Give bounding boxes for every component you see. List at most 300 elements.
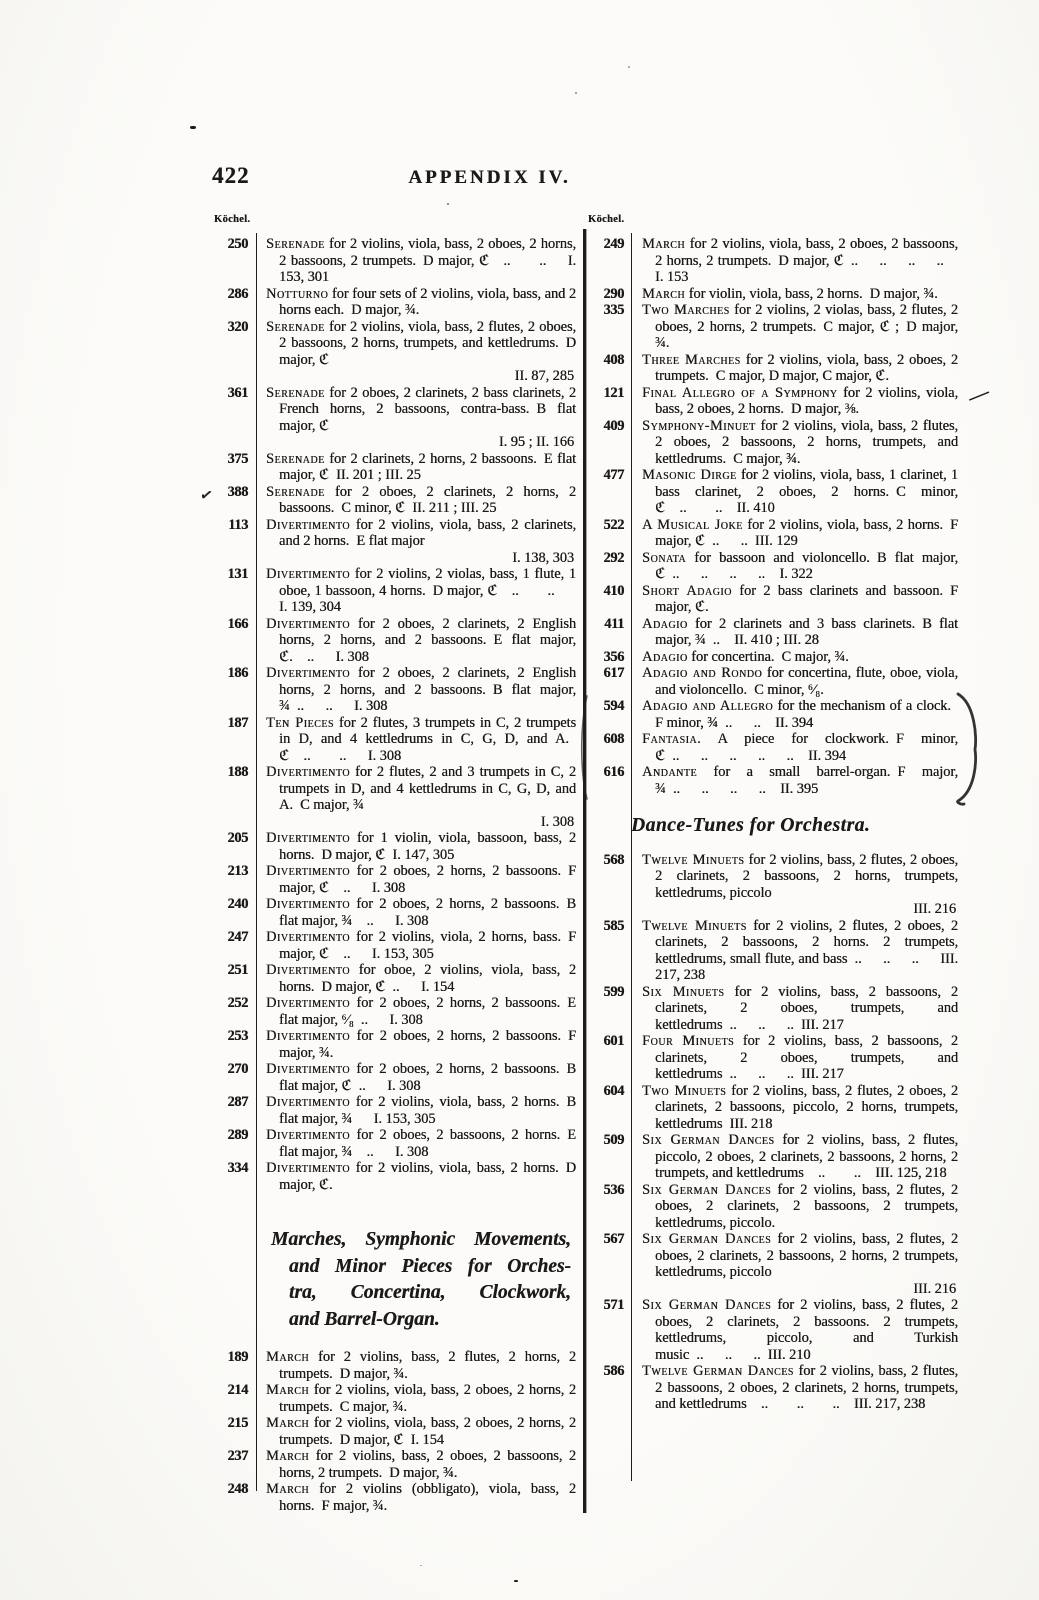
catalog-entry [587, 1182, 959, 1232]
work-description: for oboe, 2 violins, viola, bass, 2 horns. D major, ℭ .. I. 154 [279, 962, 576, 995]
work-description: for 2 flutes, 3 trumpets in C, 2 trumpets in D, and 4 kettledrums in C, G, D, and A. ℭ .. .. I. 308 [279, 714, 577, 764]
scan-speck [420, 1565, 422, 1566]
catalog-entry [211, 1415, 577, 1448]
catalog-entry [211, 830, 577, 863]
work-title: Six German Dances [642, 1297, 772, 1313]
koechel-number: 292 [603, 549, 624, 566]
koechel-number: 567 [603, 1231, 624, 1247]
work-title: Sonata [642, 549, 687, 566]
koechel-number: 248 [227, 1481, 248, 1497]
work-description: for 2 violins, bass, 2 flutes, 2 horns, 2 trumpets. D major, ¾. [279, 1349, 576, 1382]
volume-page-reference: I. 95 ; II. 166 [498, 434, 574, 450]
work-description: for 2 violins, viola, bass, 2 horns. D major, ℭ. [279, 1160, 576, 1193]
koechel-number: 509 [603, 1132, 624, 1148]
work-title: Twelve German Dances [642, 1363, 794, 1379]
work-description: for a small barrel-organ. F major, ¾ .. .. .. .. II. 395 [655, 764, 958, 797]
entry-text [633, 583, 959, 616]
scan-speck [190, 126, 196, 129]
volume-page-reference: I. 308 [540, 813, 574, 830]
work-description: for 2 violins, 2 violas, bass, 2 flutes, 2 oboes, 2 horns, 2 trumpets. C major, ℭ ; D major, ¾. [655, 302, 958, 351]
catalog-entry [211, 929, 577, 962]
work-title: Twelve Minuets [642, 851, 745, 868]
work-description: for 2 oboes, 2 clarinets, 2 English horns, 2 horns, and 2 bassoons. E flat major, ℭ. .. I. 308 [279, 615, 576, 665]
work-title: Two Marches [642, 302, 730, 318]
koechel-number: 252 [227, 995, 248, 1011]
catalog-entry [587, 764, 959, 797]
koechel-number: 410 [603, 582, 624, 599]
work-title: Divertimento [266, 665, 350, 681]
koechel-column-label-left: Köchel. [214, 214, 251, 225]
catalog-entry [211, 1061, 577, 1094]
work-description: for bassoon and violoncello. B flat major, ℭ .. .. .. .. I. 322 [655, 549, 958, 582]
koechel-number: 287 [227, 1094, 248, 1110]
koechel-number: 166 [227, 615, 248, 632]
entry-text [257, 1127, 577, 1160]
right-entry-list [587, 236, 993, 797]
left-column [198, 236, 577, 1514]
entry-text [257, 1382, 577, 1415]
koechel-number: 388 [227, 483, 248, 500]
work-description: for 2 oboes, 2 horns, 2 bassoons. B flat major, ℭ .. I. 308 [279, 1061, 576, 1094]
catalog-entry [211, 1448, 577, 1481]
work-description: for 2 violins, viola, bass, 2 horns. F major, ℭ .. .. III. 129 [655, 516, 958, 549]
catalog-entry [587, 984, 959, 1034]
koechel-number: 215 [227, 1415, 248, 1431]
entry-text [633, 1182, 959, 1232]
entry-text [257, 995, 577, 1028]
work-description: for 2 violins, viola, bass, 2 flutes, 2 oboes, 2 bassoons, 2 horns, trumpets, and kettledrums. C major, ¾. [655, 417, 958, 467]
catalog-entry [587, 852, 959, 918]
catalog-entry [211, 616, 577, 666]
catalog-entry [211, 236, 577, 286]
work-description: for 2 violins, bass, 2 flutes, 2 oboes, 2 clarinets, 2 bassoons. 2 trumpets, kettledrums, piccolo, and Turkish music .. .. .. III. 210 [655, 1297, 958, 1363]
catalog-entry [198, 483, 577, 517]
work-description: for 2 bass clarinets and bassoon. F major, ℭ. [655, 582, 958, 615]
check-pen-annotation: ✓ [198, 486, 215, 505]
work-description: for 2 violins, viola, bass, 2 oboes, 2 bassoons, 2 horns, 2 trumpets. D major, ℭ .. .. .. .. I. 153 [655, 236, 958, 285]
entry-text [633, 1297, 959, 1363]
koechel-number: 121 [603, 384, 624, 401]
koechel-number: 586 [603, 1363, 624, 1379]
entry-text [633, 1363, 959, 1413]
koechel-number: 286 [227, 285, 248, 302]
koechel-number: 189 [227, 1349, 248, 1365]
entry-text [633, 764, 959, 797]
work-description: for four sets of 2 violins, viola, bass, and 2 horns each. D major, ¾. [279, 285, 576, 318]
koechel-number: 240 [227, 896, 248, 912]
catalog-entry [211, 715, 577, 765]
work-description: for 2 violins, viola, bass, 2 flutes, 2 oboes, 2 bassoons, 2 horns, trumpets, and kettledrums. D major, ℭ [279, 318, 576, 368]
entry-text [633, 550, 959, 583]
work-title: Serenade [266, 450, 325, 467]
koechel-number: 188 [227, 764, 248, 780]
work-description: for 2 violins, viola, bass, 2 horns. B flat major, ¾ I. 153, 305 [279, 1094, 576, 1127]
work-title: Two Minuets [642, 1082, 727, 1099]
entry-text [257, 715, 577, 765]
koechel-number: 594 [603, 698, 624, 714]
koechel-column-label-right: Köchel. [588, 214, 625, 225]
work-title: Divertimento [266, 1061, 350, 1077]
work-description: for 2 flutes, 2 and 3 trumpets in C, 2 trumpets in D, and 4 kettledrums in C, G, D, and A. C major, ¾ [279, 764, 576, 813]
work-title: Adagio [642, 615, 688, 632]
koechel-number: 290 [603, 285, 624, 302]
work-title: Six German Dances [642, 1181, 772, 1198]
catalog-entry [211, 995, 577, 1028]
entry-text [633, 302, 959, 352]
volume-page-reference: III. 216 [913, 1280, 956, 1297]
work-description: for 2 oboes, 2 horns, 2 bassoons. F major, ℭ .. I. 308 [279, 863, 576, 896]
koechel-number: 131 [227, 566, 248, 582]
catalog-entry [587, 1033, 959, 1083]
entry-text [257, 517, 577, 567]
catalog-entry [587, 302, 959, 352]
work-description: for 2 violins, viola, bass, 1 clarinet, 1 bass clarinet, 2 oboes, 2 horns. C minor, ℭ .. .. II. 410 [655, 467, 958, 516]
work-title: Symphony-Minuet [642, 417, 756, 434]
entry-text [633, 352, 959, 385]
section-heading-marches [271, 1227, 571, 1333]
koechel-number: 249 [603, 236, 624, 252]
catalog-entry [587, 1231, 959, 1297]
catalog-entry [211, 1160, 577, 1193]
scan-speck [514, 1580, 518, 1582]
work-title: Fantasia. [642, 731, 702, 747]
catalog-entry [211, 451, 577, 484]
work-description: for 2 violins (obbligato), viola, bass, 2 horns. F major, ¾. [279, 1481, 576, 1514]
work-description: for 2 violins, bass, 2 flutes, 2 oboes, 2 clarinets, 2 bassoons, 2 horns, trumpets, kettledrums, piccolo [655, 851, 958, 901]
catalog-entry [211, 319, 577, 385]
work-description: for 2 violins, viola, bass, 2 oboes, 2 trumpets. C major, D major, C major, ℭ. [655, 351, 959, 384]
work-title: March [266, 1481, 310, 1497]
work-title: Six German Dances [642, 1132, 775, 1148]
work-title: Divertimento [266, 516, 350, 533]
work-description: for 2 clarinets and 3 bass clarinets. B flat major, ¾ .. II. 410 ; III. 28 [655, 615, 958, 648]
work-title: Adagio and Rondo [642, 665, 763, 681]
catalog-entry [587, 698, 959, 731]
catalog-entry [211, 764, 577, 830]
work-description: for 2 violins, viola, bass, 2 oboes, 2 horns, 2 trumpets. C major, ¾. [279, 1382, 576, 1415]
catalog-entry [211, 1349, 577, 1382]
scan-speck [575, 92, 577, 94]
work-title: March [266, 1349, 310, 1365]
catalog-entry [211, 863, 577, 896]
koechel-number: 334 [227, 1160, 248, 1176]
koechel-number: 536 [603, 1181, 624, 1198]
koechel-number: 571 [603, 1297, 624, 1313]
entry-text [633, 1033, 959, 1083]
koechel-number: 247 [227, 929, 248, 945]
work-title: Serenade [266, 483, 325, 500]
work-title: Divertimento [266, 1094, 350, 1110]
entry-text [257, 451, 577, 484]
work-description: for 2 violins, 2 flutes, 2 oboes, 2 clarinets, 2 bassoons, 2 horns. 2 trumpets, kettledrums, small flute, and bass .. .. .. III. 217, 238 [655, 917, 959, 983]
work-title: Three Marches [642, 351, 741, 368]
entry-text [633, 616, 959, 649]
right-entry-list-dances [587, 852, 959, 1413]
running-head: APPENDIX IV. [408, 167, 571, 188]
koechel-number: 320 [227, 318, 248, 335]
work-description: for 2 violins, bass, 2 bassoons, 2 clarinets, 2 oboes, trumpets, and kettledrums .. .. .. III. 217 [655, 983, 958, 1033]
work-title: Divertimento [266, 1127, 350, 1143]
catalog-entry [587, 731, 959, 764]
entry-text [633, 984, 959, 1034]
work-title: Ten Pieces [266, 714, 334, 731]
entry-text [257, 665, 577, 715]
entry-text [257, 1481, 577, 1514]
work-description: for 2 oboes, 2 horns, 2 bassoons. B flat major, ¾ .. I. 308 [279, 896, 576, 929]
entry-text [257, 1415, 577, 1448]
work-title: Divertimento [266, 1028, 350, 1044]
catalog-entry [211, 1481, 577, 1514]
work-description: for concertina, flute, oboe, viola, and violoncello. C minor, ⁶⁄₈. [655, 665, 958, 698]
work-title: March [642, 236, 686, 252]
work-title: Adagio and Allegro [642, 698, 774, 714]
work-title: Short Adagio [642, 582, 732, 599]
work-title: March [266, 1382, 310, 1398]
work-title: Serenade [266, 318, 325, 335]
entry-text [257, 566, 577, 616]
work-description: for 2 violins, viola, 2 horns, bass. F major, ℭ .. I. 153, 305 [279, 929, 576, 962]
entry-text [633, 385, 959, 418]
work-title: A Musical Joke [642, 516, 743, 533]
catalog-entry [587, 649, 959, 666]
work-title: Divertimento [266, 615, 350, 632]
koechel-number: 599 [603, 983, 624, 1000]
work-title: Divertimento [266, 995, 350, 1011]
work-description: for concertina. C major, ¾. [687, 648, 849, 665]
entry-text [633, 236, 959, 286]
koechel-number: 361 [227, 384, 248, 401]
work-title: March [642, 285, 686, 302]
work-description: for 2 violins, viola, bass, 2 clarinets, and 2 horns. E flat major [279, 516, 576, 549]
work-title: Four Minuets [642, 1033, 735, 1049]
catalog-entry [587, 1297, 959, 1363]
catalog-entry [587, 1083, 959, 1133]
work-description: for 2 oboes, 2 clarinets, 2 English horns, 2 horns, and 2 bassoons. B flat major, ¾ .. .. I. 308 [279, 665, 576, 714]
entry-text [257, 863, 577, 896]
work-description: for the mechanism of a clock. F minor, ¾ .. .. II. 394 [655, 698, 958, 731]
entry-text [633, 418, 959, 468]
koechel-number: 270 [227, 1061, 248, 1077]
entry-text [633, 1083, 959, 1133]
catalog-entry [211, 385, 577, 451]
work-title: Six German Dances [642, 1231, 772, 1247]
entry-text [633, 852, 959, 918]
koechel-number: 289 [227, 1127, 248, 1143]
work-description: for 2 oboes, 2 horns, 2 bassoons. F major, ¾. [279, 1028, 576, 1061]
koechel-number: 214 [227, 1382, 248, 1398]
work-description: for 2 violins, bass, 2 bassoons, 2 clarinets, 2 oboes, trumpets, and kettledrums .. .. .. III. 217 [655, 1033, 959, 1082]
koechel-number: 187 [227, 714, 248, 731]
section-heading-line: Marches, Symphonic Movements, [271, 1229, 571, 1250]
catalog-entry [211, 896, 577, 929]
work-description: for 2 oboes, 2 clarinets, 2 bass clarinets, 2 French horns, 2 bassoons, contra-bass. B flat major, ℭ [279, 384, 576, 434]
work-title: Serenade [266, 236, 325, 252]
work-title: Divertimento [266, 1160, 350, 1176]
entry-text [257, 484, 577, 517]
koechel-number: 375 [227, 450, 248, 467]
scan-speck [628, 66, 630, 68]
entry-text [257, 1061, 577, 1094]
entry-text [257, 896, 577, 929]
catalog-entry [211, 286, 577, 319]
volume-page-reference: III. 216 [913, 901, 956, 917]
work-title: Notturno [266, 285, 329, 302]
catalog-entry [211, 1028, 577, 1061]
work-title: Final Allegro of a Symphony [642, 384, 838, 401]
koechel-number: 601 [603, 1033, 624, 1049]
work-title: March [266, 1448, 310, 1464]
catalog-entry [211, 1382, 577, 1415]
koechel-number: 205 [227, 830, 248, 846]
entry-text [633, 665, 959, 698]
entry-text [257, 830, 577, 863]
right-column [587, 236, 993, 1413]
work-title: Adagio [642, 648, 688, 665]
work-title: Divertimento [266, 896, 350, 912]
entry-text [257, 236, 577, 286]
section-heading-dance-tunes: Dance-Tunes for Orchestra. [631, 815, 871, 836]
catalog-entry [587, 616, 959, 649]
entry-text [257, 1160, 577, 1193]
work-description: for 2 violins, bass, 2 flutes, 2 oboes, 2 clarinets, 2 bassoons, piccolo, 2 horns, trumpets, kettledrums III. 218 [655, 1082, 958, 1132]
catalog-entry [587, 517, 959, 550]
koechel-number: 409 [603, 417, 624, 434]
catalog-entry [211, 665, 577, 715]
work-description: for violin, viola, bass, 2 horns. D major, ¾. [685, 285, 938, 302]
work-title: Divertimento [266, 929, 350, 945]
work-description: for 2 violins, 2 violas, bass, 1 flute, 1 oboe, 1 bassoon, 4 horns. D major, ℭ .. .. I. 139, 304 [279, 566, 576, 615]
koechel-number: 250 [227, 236, 248, 252]
work-description: for 2 oboes, 2 bassoons, 2 horns. E flat major, ¾ .. I. 308 [279, 1127, 576, 1160]
entry-text [257, 929, 577, 962]
entry-text [257, 1094, 577, 1127]
page-number: 422 [212, 163, 250, 188]
entry-text [257, 1448, 577, 1481]
work-title: Divertimento [266, 566, 350, 582]
koechel-number: 477 [603, 467, 624, 483]
section-heading-line: tra, Concertina, Clockwork, [289, 1282, 571, 1303]
koechel-number: 335 [603, 302, 624, 318]
koechel-number: 616 [603, 764, 624, 780]
koechel-number: 604 [603, 1082, 624, 1099]
scan-speck [447, 203, 449, 205]
koechel-number: 408 [603, 351, 624, 368]
koechel-number: 237 [227, 1448, 248, 1464]
catalog-entry [587, 378, 993, 418]
work-title: Serenade [266, 384, 325, 401]
work-description: for 2 violins, bass, 2 flutes, piccolo, 2 oboes, 2 clarinets, 2 bassoons, 2 horns, 2 trumpets, and kettledrums .. .. III. 125, 218 [655, 1132, 958, 1181]
entry-text [633, 698, 959, 731]
entry-text [633, 649, 959, 666]
entry-text [257, 385, 577, 451]
catalog-entry [587, 1132, 959, 1182]
work-description: for 2 violins, bass, 2 oboes, 2 bassoons, 2 horns, 2 trumpets. D major, ¾. [279, 1448, 576, 1481]
koechel-number: 568 [603, 851, 624, 868]
koechel-number: 411 [604, 615, 624, 632]
entry-text [633, 1231, 959, 1297]
entry-text [633, 731, 959, 764]
koechel-number: 253 [227, 1028, 248, 1044]
work-description: for 2 violins, viola, bass, 2 oboes, 2 horns, 2 bassoons, 2 trumpets. D major, ℭ .. .. I. 153, 301 [279, 236, 576, 285]
work-description: for 1 violin, viola, bassoon, bass, 2 horns. D major, ℭ I. 147, 305 [279, 830, 576, 863]
catalog-entry [587, 665, 959, 698]
work-description: for 2 clarinets, 2 horns, 2 bassoons. E flat major, ℭ II. 201 ; III. 25 [279, 450, 576, 483]
catalog-entry [587, 550, 959, 583]
catalog-entry [211, 566, 577, 616]
catalog-entry [587, 583, 959, 616]
entry-text [257, 319, 577, 385]
work-title: March [266, 1415, 310, 1431]
work-title: Six Minuets [642, 983, 725, 1000]
entry-text [257, 1028, 577, 1061]
volume-page-reference: I. 138, 303 [512, 549, 574, 566]
work-title: Divertimento [266, 830, 350, 846]
entry-text [257, 1349, 577, 1382]
koechel-number: 186 [227, 665, 248, 681]
section-heading-line: and Barrel-Organ. [289, 1308, 440, 1330]
work-description: for 2 violins, viola, bass, 2 oboes, 2 horns, 2 trumpets. D major, ℭ I. 154 [279, 1415, 576, 1448]
work-description: for 2 oboes, 2 clarinets, 2 horns, 2 bassoons. C minor, ℭ II. 211 ; III. 25 [279, 483, 576, 516]
catalog-entry [587, 418, 959, 468]
entry-text [257, 962, 577, 995]
koechel-number: 522 [603, 516, 624, 533]
work-description: for 2 violins, viola, bass, 2 oboes, 2 horns. D major, ⅜. [655, 384, 958, 417]
entry-text [633, 467, 959, 517]
koechel-number: 356 [603, 648, 624, 665]
koechel-number: 213 [227, 863, 248, 879]
koechel-number: 251 [227, 962, 248, 978]
section-heading-line: and Minor Pieces for Orches- [289, 1255, 571, 1277]
slash-pen-annotation: — [964, 378, 993, 409]
work-description: for 2 violins, bass, 2 flutes, 2 oboes, 2 clarinets, 2 bassoons, 2 trumpets, kettledrums, piccolo. [655, 1181, 958, 1231]
koechel-number: 585 [603, 917, 624, 934]
work-title: Divertimento [266, 764, 350, 780]
work-title: Masonic Dirge [642, 467, 737, 483]
catalog-entry [587, 286, 959, 303]
left-entry-list [198, 236, 577, 1193]
catalog-entry [587, 236, 959, 286]
volume-page-reference: II. 87, 285 [514, 368, 574, 384]
koechel-number: 113 [228, 516, 248, 533]
column-divider-rule [583, 229, 586, 1513]
entry-text [633, 286, 959, 303]
catalog-entry [211, 962, 577, 995]
work-title: Divertimento [266, 962, 350, 978]
entry-text [633, 1132, 959, 1182]
work-title: Twelve Minuets [642, 917, 747, 934]
entry-text [257, 286, 577, 319]
work-description: for 2 oboes, 2 horns, 2 bassoons. E flat major, ⁶⁄₈ .. I. 308 [279, 995, 576, 1028]
entry-text [257, 616, 577, 666]
work-title: Divertimento [266, 863, 350, 879]
work-title: Andante [642, 764, 697, 780]
catalog-entry [211, 1094, 577, 1127]
koechel-number: 617 [603, 665, 624, 681]
catalog-entry [587, 918, 959, 984]
work-description: for 2 violins, bass, 2 flutes, 2 bassoons, 2 oboes, 2 clarinets, 2 horns, trumpets, and kettledrums .. .. .. III. 217, 238 [655, 1363, 958, 1412]
koechel-number: 608 [603, 731, 624, 747]
catalog-entry [211, 1127, 577, 1160]
catalog-entry [211, 517, 577, 567]
catalog-entry [587, 352, 959, 385]
work-description: A piece for clockwork. F minor, ℭ .. .. .. .. .. II. 394 [655, 731, 958, 764]
entry-text [257, 764, 577, 830]
work-description: for 2 violins, bass, 2 flutes, 2 oboes, 2 clarinets, 2 bassoons, 2 horns, 2 trumpets, kettledrums, piccolo [655, 1231, 958, 1280]
catalog-entry [587, 467, 959, 517]
entry-text [633, 918, 959, 984]
left-entry-list-marches [211, 1349, 577, 1514]
catalog-entry [587, 1363, 959, 1413]
